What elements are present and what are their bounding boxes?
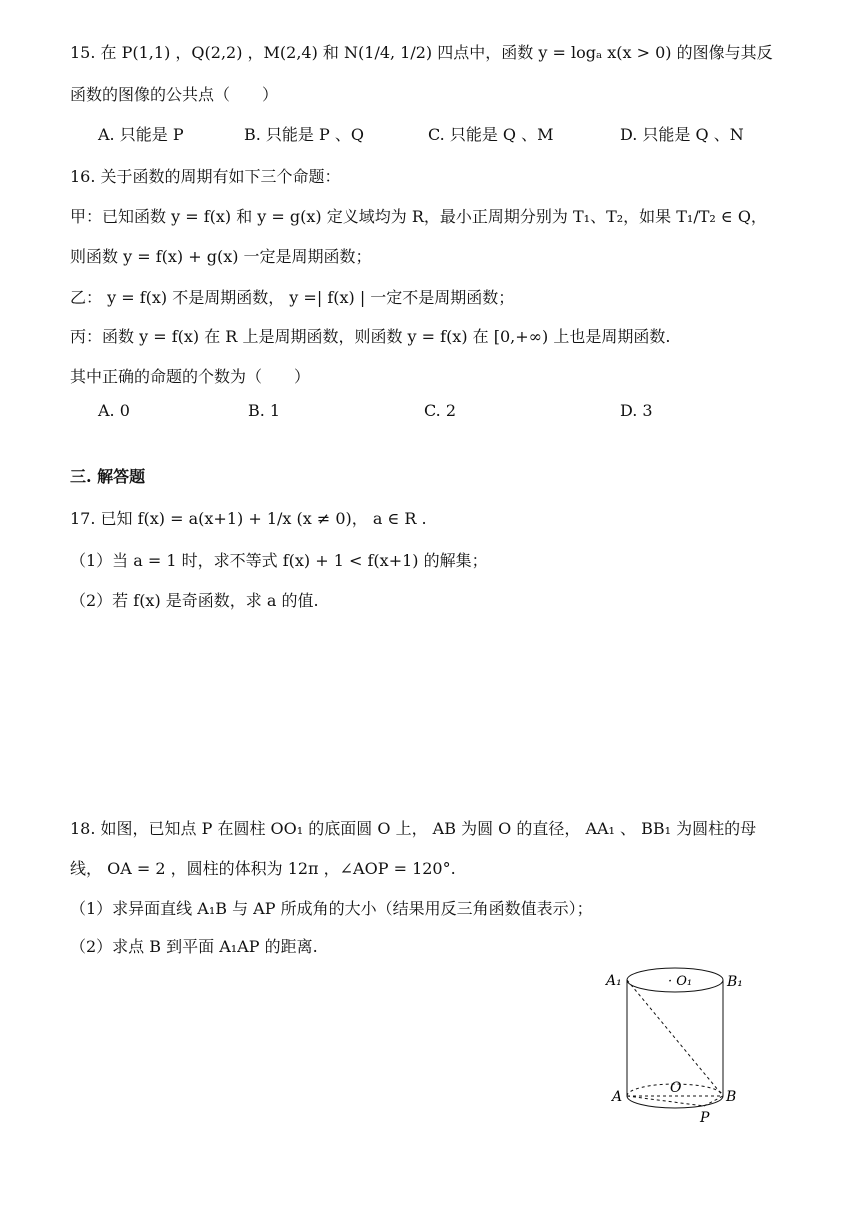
cylinder-figure (600, 962, 760, 1130)
q16-option-d: D. 3 (620, 401, 653, 420)
segment-ap (627, 1096, 704, 1106)
q15-options (98, 124, 744, 146)
q15-option-c: C. 只能是 Q 、M (428, 125, 554, 144)
q16-options (98, 400, 653, 422)
label-b1: B₁ (727, 974, 743, 990)
q16-line-4: 乙： y = f(x) 不是周期函数， y =| f(x) | 一定不是周期函数； (70, 288, 515, 307)
q18-line-2: 线， OA = 2 ，圆柱的体积为 12π ，∠AOP = 120°. (70, 859, 456, 878)
q18-line-3: （1）求异面直线 A₁B 与 AP 所成角的大小（结果用反三角函数值表示）； (70, 899, 593, 918)
label-o1: · O₁ (668, 974, 693, 989)
q16-line-6: 其中正确的命题的个数为（ ） (70, 367, 311, 386)
q16-option-a: A. 0 (98, 401, 130, 420)
label-o: O (670, 1080, 682, 1096)
q18-line-1: 18. 如图，已知点 P 在圆柱 OO₁ 的底面圆 O 上， AB 为圆 O 的直径， AA₁ 、 BB₁ 为圆柱的母 (70, 819, 757, 838)
q17-line-1: 17. 已知 f(x) = a(x+1) + 1/x (x ≠ 0)， a ∈ R . (70, 509, 427, 528)
label-a1: A₁ (606, 973, 622, 989)
q15-option-a: A. 只能是 P (98, 125, 184, 144)
q16-option-c: C. 2 (424, 401, 457, 420)
q15-line-2: 函数的图像的公共点（ ） (70, 85, 279, 104)
q18-line-4: （2）求点 B 到平面 A₁AP 的距离. (70, 937, 318, 956)
q17-line-3: （2）若 f(x) 是奇函数，求 a 的值. (70, 591, 319, 610)
q16-line-5: 丙：函数 y = f(x) 在 R 上是周期函数，则函数 y = f(x) 在 [0,+∞) 上也是周期函数. (70, 327, 671, 346)
label-p: P (700, 1110, 710, 1126)
q17-line-2: （1）当 a = 1 时，求不等式 f(x) + 1 < f(x+1) 的解集； (70, 551, 488, 570)
label-a: A (612, 1089, 623, 1105)
q15-option-d: D. 只能是 Q 、N (620, 125, 744, 144)
q16-option-b: B. 1 (248, 401, 281, 420)
q16-line-2: 甲：已知函数 y = f(x) 和 y = g(x) 定义域均为 R，最小正周期分别为 T₁、T₂，如果 T₁/T₂ ∈ Q， (70, 207, 767, 226)
label-b: B (726, 1089, 737, 1105)
q16-line-1: 16. 关于函数的周期有如下三个命题： (70, 167, 341, 186)
q15-line-1: 15. 在 P(1,1) ，Q(2,2) ，M(2,4) 和 N(1/4, 1/2) 四点中，函数 y = logₐ x(x > 0) 的图像与其反 (70, 43, 773, 62)
section-heading: 三. 解答题 (70, 467, 146, 486)
q16-line-3: 则函数 y = f(x) + g(x) 一定是周期函数； (70, 247, 372, 266)
q15-option-b: B. 只能是 P 、Q (244, 125, 364, 144)
segment-a1b (627, 980, 723, 1096)
